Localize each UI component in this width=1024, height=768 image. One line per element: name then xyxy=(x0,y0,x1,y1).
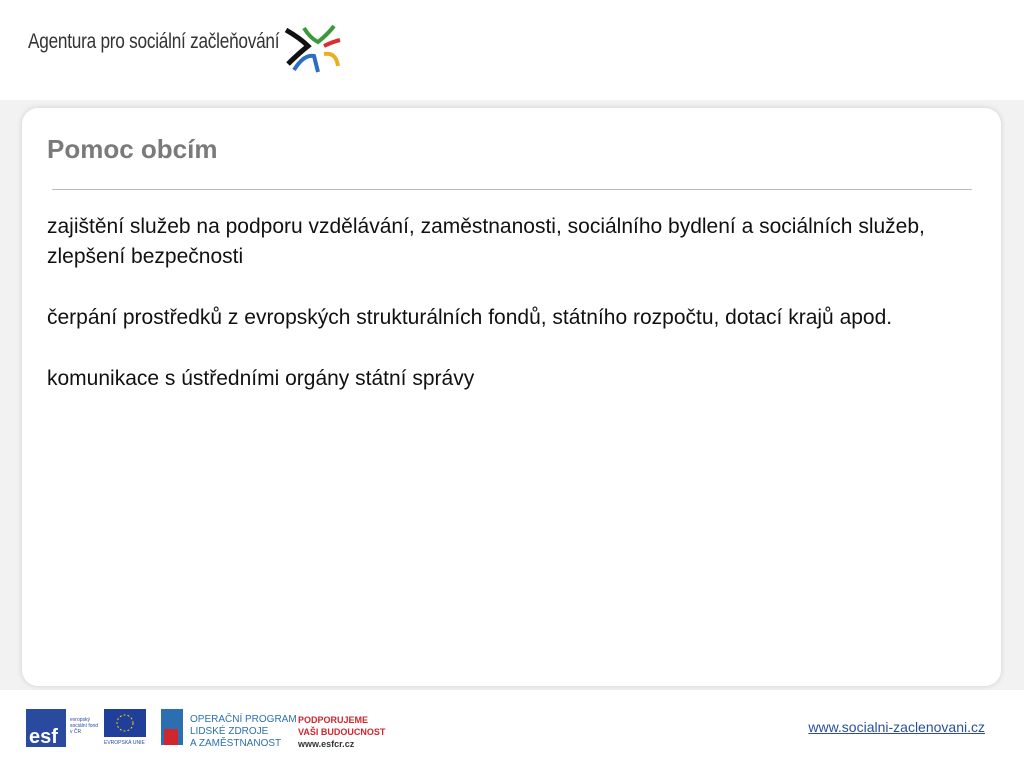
agency-logo-icon xyxy=(282,24,344,74)
op-line: LIDSKÉ ZDROJE xyxy=(190,726,269,737)
website-link[interactable]: www.socialni-zaclenovani.cz xyxy=(808,719,985,735)
divider xyxy=(52,189,972,190)
paragraph: čerpání prostředků z evropských strukturálních fondů, státního rozpočtu, dotací krajů apod. xyxy=(47,306,893,329)
pod-line: PODPORUJEME xyxy=(298,715,369,725)
op-logo-text xyxy=(190,714,297,750)
op-line: OPERAČNÍ PROGRAM xyxy=(190,714,297,725)
esf-label: evropský sociální fond v ČR xyxy=(70,717,99,735)
support-text xyxy=(298,714,385,750)
paragraph: komunikace s ústředními orgány státní správy xyxy=(47,367,475,390)
eu-label: EVROPSKÁ UNIE xyxy=(104,740,145,746)
pod-line: www.esfcr.cz xyxy=(298,739,355,749)
agency-name: Agentura pro sociální začleňování xyxy=(28,30,280,53)
pod-line: VAŠI BUDOUCNOST xyxy=(298,727,386,737)
paragraph: zajištění služeb na podporu vzdělávání, zaměstnanosti, sociálního bydlení a sociálních služeb, zlepšení bezpečnosti xyxy=(47,215,925,268)
footer xyxy=(0,690,1024,768)
slide-title: Pomoc obcím xyxy=(47,134,218,164)
slide-card xyxy=(22,108,1001,686)
svg-text:esf: esf xyxy=(29,726,58,748)
slide-body xyxy=(47,212,947,425)
op-line: A ZAMĚSTNANOST xyxy=(190,738,282,749)
header xyxy=(0,0,1024,100)
